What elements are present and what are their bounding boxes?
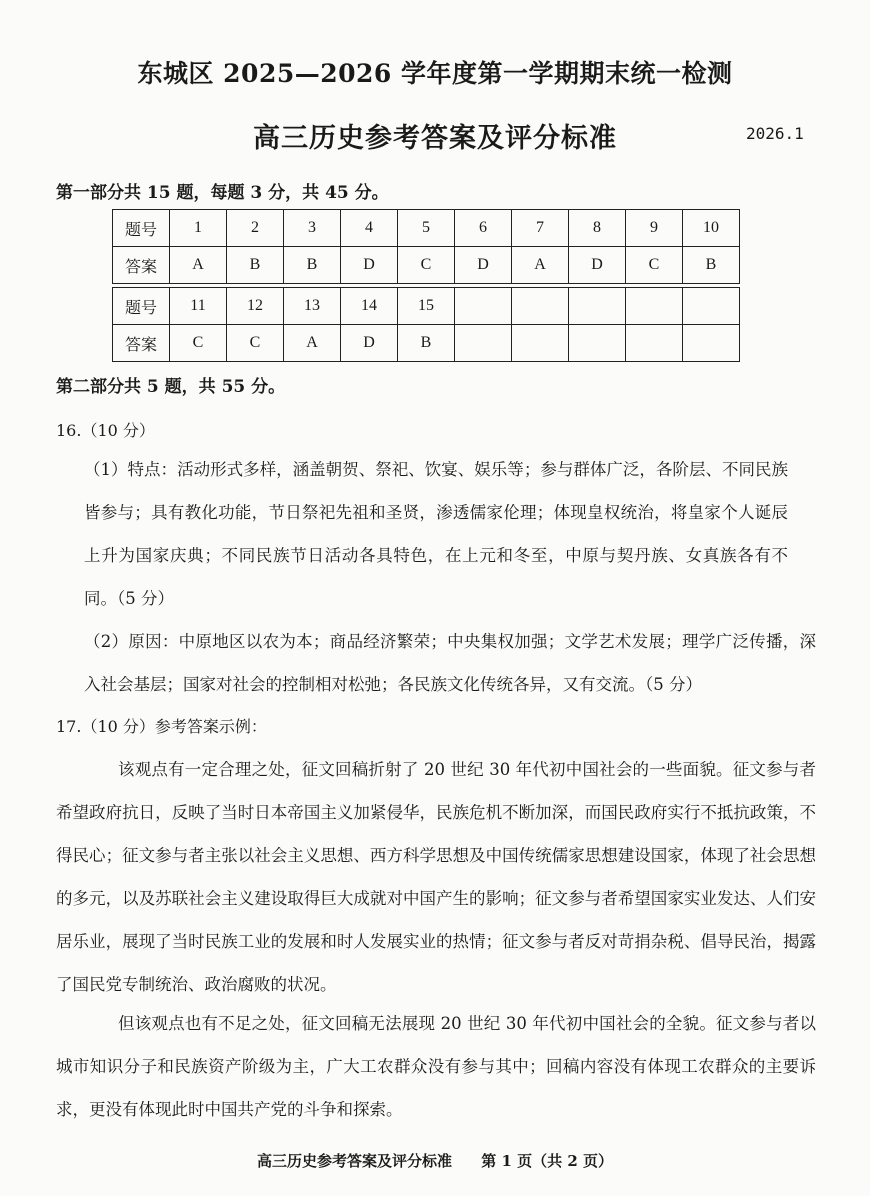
footer-page-number: 第 1 页（共 2 页） (481, 1152, 613, 1170)
cell-num: 8 (569, 210, 626, 247)
table-row-numbers-1 (113, 210, 740, 247)
cell-num (683, 288, 740, 325)
table-row-numbers-2 (113, 288, 740, 325)
cell-answer: A (512, 247, 569, 284)
cell-num: 12 (227, 288, 284, 325)
page-footer (0, 1150, 870, 1171)
document-date: 2026.1 (746, 124, 804, 143)
cell-answer: C (398, 247, 455, 284)
document-subtitle: 高三历史参考答案及评分标准 (253, 123, 617, 154)
question-17-paragraph1: 该观点有一定合理之处，征文回稿折射了 20 世纪 30 年代初中国社会的一些面貌。征文参与者希望政府抗日，反映了当时日本帝国主义加紧侵华，民族危机不断加深，而国民政府实行不抵抗政策，不得民心；征文参与者主张以社会主义思想、西方科学思想及中国传统儒家思想建设国家，体现了社会思想的多元，以及苏联社会主义建设取得巨大成就对中国产生的影响；征文参与者希望国家实业发达、人们安居乐业，展现了当时民族工业的发展和时人发展实业的热情；征文参与者反对苛捐杂税、倡导民治，揭露了国民党专制统治、政治腐败的状况。 (56, 760, 816, 994)
part1-heading: 第一部分共 15 题，每题 3 分，共 45 分。 (56, 183, 389, 203)
table-row-answers-1 (113, 247, 740, 284)
exam-title: 东城区 2025—2026 学年度第一学期期末统一检测 (137, 59, 733, 88)
row-label-number: 题号 (113, 288, 170, 325)
cell-num: 14 (341, 288, 398, 325)
cell-num: 6 (455, 210, 512, 247)
cell-num: 2 (227, 210, 284, 247)
question-16-part2: （2）原因：中原地区以农为本；商品经济繁荣；中央集权加强；文学艺术发展；理学广泛传播，深入社会基层；国家对社会的控制相对松弛；各民族文化传统各异，又有交流。（5 分） (84, 632, 816, 694)
question-16-heading: 16.（10 分） (56, 421, 155, 440)
cell-num: 15 (398, 288, 455, 325)
cell-answer: B (284, 247, 341, 284)
cell-answer (626, 325, 683, 362)
cell-answer: B (398, 325, 455, 362)
cell-answer: C (227, 325, 284, 362)
cell-num: 5 (398, 210, 455, 247)
question-17-paragraph2: 但该观点也有不足之处，征文回稿无法展现 20 世纪 30 年代初中国社会的全貌。征文参与者以城市知识分子和民族资产阶级为主，广大工农群众没有参与其中；回稿内容没有体现工农群众的主要诉求，更没有体现此时中国共产党的斗争和探索。 (56, 1014, 816, 1119)
answer-table-2 (112, 287, 740, 362)
footer-title: 高三历史参考答案及评分标准 (256, 1152, 452, 1170)
cell-answer (512, 325, 569, 362)
cell-num: 3 (284, 210, 341, 247)
cell-answer (683, 325, 740, 362)
cell-answer: D (455, 247, 512, 284)
cell-num: 10 (683, 210, 740, 247)
cell-num: 13 (284, 288, 341, 325)
cell-num: 4 (341, 210, 398, 247)
cell-answer: B (227, 247, 284, 284)
cell-answer: A (170, 247, 227, 284)
cell-answer (569, 325, 626, 362)
answer-table-1 (112, 209, 740, 284)
cell-num: 1 (170, 210, 227, 247)
cell-num (569, 288, 626, 325)
row-label-answer: 答案 (113, 247, 170, 284)
cell-answer: A (284, 325, 341, 362)
cell-num (455, 288, 512, 325)
cell-answer: B (683, 247, 740, 284)
cell-answer: C (626, 247, 683, 284)
cell-answer: D (341, 325, 398, 362)
cell-answer: D (569, 247, 626, 284)
cell-num: 11 (170, 288, 227, 325)
part2-heading: 第二部分共 5 题，共 55 分。 (56, 377, 286, 397)
cell-answer: C (170, 325, 227, 362)
question-16-part1: （1）特点：活动形式多样，涵盖朝贺、祭祀、饮宴、娱乐等；参与群体广泛，各阶层、不同民族皆参与；具有教化功能，节日祭祀先祖和圣贤，渗透儒家伦理；体现皇权统治，将皇家个人诞辰上升为国家庆典；不同民族节日活动各具特色，在上元和冬至，中原与契丹族、女真族各有不同。（5 分） (84, 460, 788, 608)
row-label-answer: 答案 (113, 325, 170, 362)
cell-answer (455, 325, 512, 362)
question-17-heading: 17.（10 分）参考答案示例： (56, 717, 267, 736)
table-row-answers-2 (113, 325, 740, 362)
cell-num: 7 (512, 210, 569, 247)
cell-num (626, 288, 683, 325)
cell-answer: D (341, 247, 398, 284)
cell-num: 9 (626, 210, 683, 247)
row-label-number: 题号 (113, 210, 170, 247)
cell-num (512, 288, 569, 325)
